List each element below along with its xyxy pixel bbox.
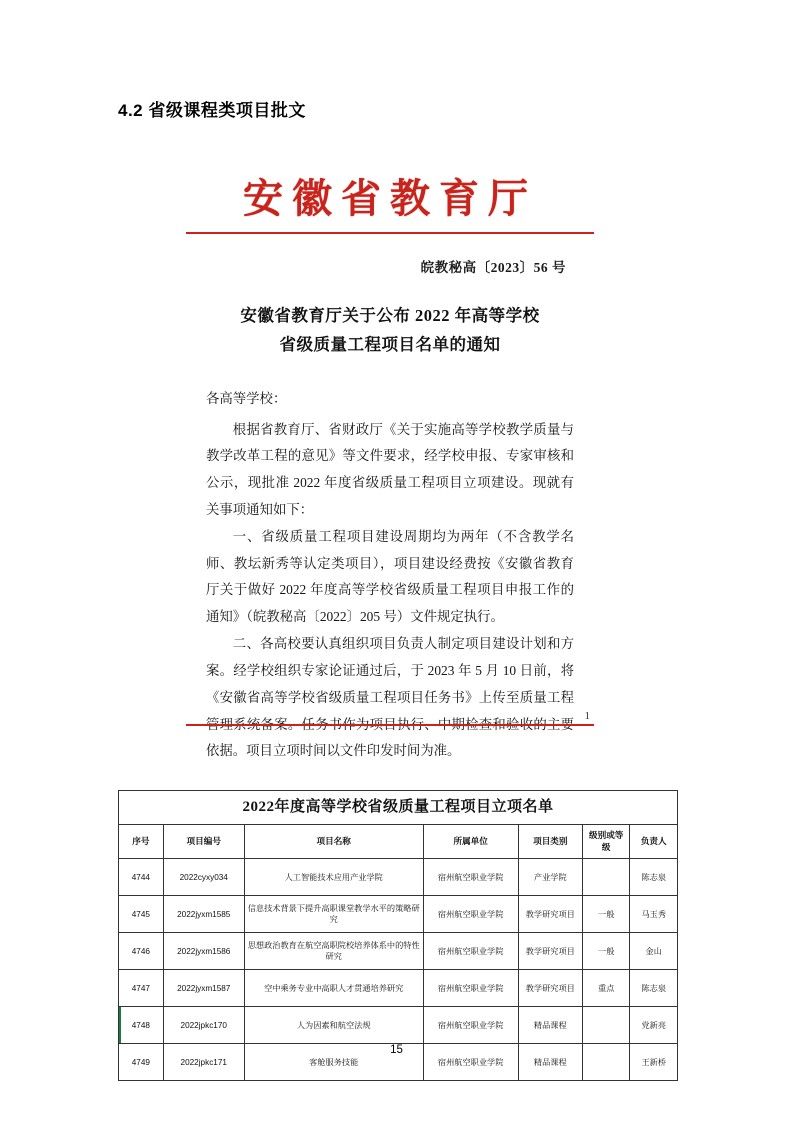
cell-category: 精品课程 (518, 1044, 582, 1081)
notice-title-line-2: 省级质量工程项目名单的通知 (279, 334, 501, 354)
notice-title (180, 302, 600, 360)
cell-name: 客舱服务技能 (244, 1044, 423, 1081)
cell-level (582, 859, 630, 896)
cell-no: 4744 (119, 859, 164, 896)
scanned-official-document (180, 170, 600, 759)
table-caption: 2022年度高等学校省级质量工程项目立项名单 (119, 791, 678, 825)
cell-no: 4749 (119, 1044, 164, 1081)
column-header-owner: 负责人 (630, 825, 678, 859)
red-divider-top (186, 232, 594, 234)
cell-owner: 马玉秀 (630, 896, 678, 933)
cell-code: 2022jyxm1586 (163, 933, 244, 970)
cell-level: 一般 (582, 933, 630, 970)
cell-name: 人为因素和航空法规 (244, 1007, 423, 1044)
cell-no: 4746 (119, 933, 164, 970)
cell-level: 重点 (582, 970, 630, 1007)
cell-name: 信息技术背景下提升高职课堂教学水平的策略研究 (244, 896, 423, 933)
table-row (119, 859, 678, 896)
cell-code: 2022jpkc171 (163, 1044, 244, 1081)
cell-owner: 陈志泉 (630, 970, 678, 1007)
cell-owner: 金山 (630, 933, 678, 970)
cell-unit: 宿州航空职业学院 (423, 933, 518, 970)
page-title: 4.2 省级课程类项目批文 (118, 101, 306, 120)
notice-body (206, 386, 574, 765)
column-header-level: 级别或等级 (582, 825, 630, 859)
cell-no: 4747 (119, 970, 164, 1007)
notice-paragraph-1: 根据省教育厅、省财政厅《关于实施高等学校教学质量与教学改革工程的意见》等文件要求，经学校申报、专家审核和公示，现批准 2022 年度省级质量工程项目立项建设。现就有关事项通知如下： (206, 421, 574, 517)
cell-unit: 宿州航空职业学院 (423, 896, 518, 933)
cell-unit: 宿州航空职业学院 (423, 970, 518, 1007)
cell-category: 精品课程 (518, 1007, 582, 1044)
cell-unit: 宿州航空职业学院 (423, 1044, 518, 1081)
cell-name: 思想政治教育在航空高职院校培养体系中的特性研究 (244, 933, 423, 970)
cell-unit: 宿州航空职业学院 (423, 859, 518, 896)
cell-category: 教学研究项目 (518, 933, 582, 970)
cell-category: 教学研究项目 (518, 970, 582, 1007)
issuing-organization-title: 安徽省教育厅 (243, 176, 537, 221)
table-row (119, 896, 678, 933)
cell-name: 人工智能技术应用产业学院 (244, 859, 423, 896)
cell-owner: 党新亮 (630, 1007, 678, 1044)
column-header-category: 项目类别 (518, 825, 582, 859)
cell-unit: 宿州航空职业学院 (423, 1007, 518, 1044)
cell-category: 产业学院 (518, 859, 582, 896)
column-header-unit: 所属单位 (423, 825, 518, 859)
project-list-table-container (118, 790, 678, 1081)
table-header-row (119, 825, 678, 859)
scan-page-number: 1 (584, 710, 590, 722)
cell-code: 2022jyxm1587 (163, 970, 244, 1007)
project-list-table (118, 790, 678, 1081)
cell-code: 2022cyxy034 (163, 859, 244, 896)
table-row (119, 970, 678, 1007)
cell-code: 2022jyxm1585 (163, 896, 244, 933)
table-row (119, 1007, 678, 1044)
document-number: 皖教秘高〔2023〕56 号 (420, 260, 566, 275)
notice-paragraph-3: 二、各高校要认真组织项目负责人制定项目建设计划和方案。经学校组织专家论证通过后，于 2023 年 5 月 10 日前，将《安徽省高等学校省级质量工程项目任务书》上传至质量工程管理系统备案。任务书作为项目执行、中期检查和验收的主要依据。项目立项时间以文件印发时间为准。 (206, 636, 574, 759)
notice-paragraph-2: 一、省级质量工程项目建设周期均为两年（不含教学名师、教坛新秀等认定类项目），项目建设经费按《安徽省教育厅关于做好 2022 年度高等学校省级质量工程项目申报工作的通知》（皖教秘高〔2022〕205 号）文件规定执行。 (206, 528, 574, 625)
column-header-name: 项目名称 (244, 825, 423, 859)
cell-category: 教学研究项目 (518, 896, 582, 933)
cell-no: 4748 (119, 1007, 164, 1044)
column-header-no: 序号 (119, 825, 164, 859)
cell-owner: 陈志泉 (630, 859, 678, 896)
cell-no: 4745 (119, 896, 164, 933)
cell-level (582, 1007, 630, 1044)
red-divider-bottom (186, 724, 594, 726)
cell-level: 一般 (582, 896, 630, 933)
cell-name: 空中乘务专业中高职人才贯通培养研究 (244, 970, 423, 1007)
notice-title-line-1: 安徽省教育厅关于公布 2022 年高等学校 (240, 306, 540, 325)
cell-code: 2022jpkc170 (163, 1007, 244, 1044)
table-row (119, 933, 678, 970)
salutation: 各高等学校： (206, 390, 287, 406)
table-caption-row (119, 791, 678, 825)
column-header-code: 项目编号 (163, 825, 244, 859)
footer-page-number: 15 (390, 1044, 403, 1056)
cell-owner: 王新桥 (630, 1044, 678, 1081)
